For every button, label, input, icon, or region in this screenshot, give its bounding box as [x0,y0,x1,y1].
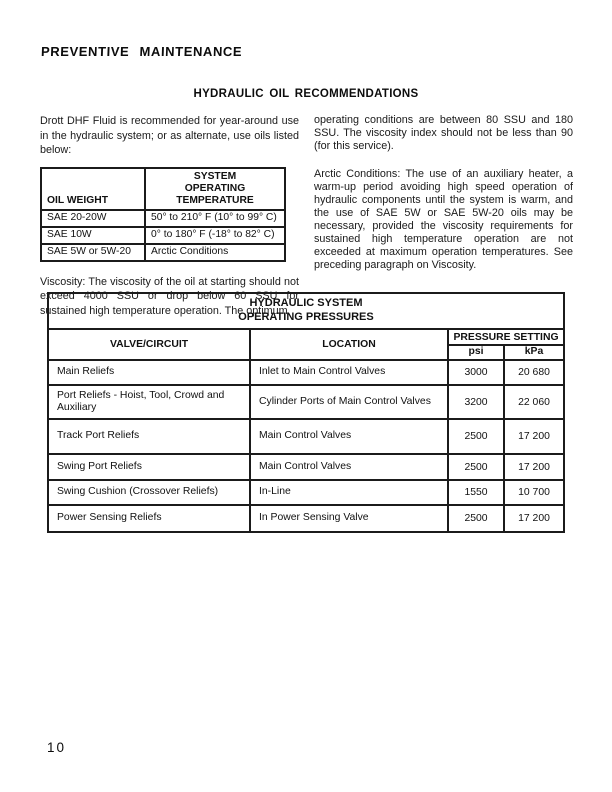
oil-weight-cell: SAE 20-20W [41,210,145,227]
oil-table-header-row [41,168,285,210]
table-row [48,454,564,480]
oil-weight-cell: SAE 5W or 5W-20 [41,244,145,261]
valve-cell: Swing Port Reliefs [48,454,250,480]
paragraph-operating-conditions: operating conditions are between 80 SSU and 180 SSU. The viscosity index should not be less than 90 (for this service). [314,114,573,152]
location-column-header: LOCATION [250,329,448,360]
table-row [41,227,285,244]
paragraph-viscosity: Viscosity: The viscosity of the oil at starting should not exceed 4000 SSU or drop below 60 SSU for sustained high temperature operation. The optimum [40,275,299,317]
psi-cell: 3000 [448,360,504,385]
location-cell: Cylinder Ports of Main Control Valves [250,385,448,419]
location-cell: Inlet to Main Control Valves [250,360,448,385]
psi-cell: 1550 [448,480,504,505]
table-title [48,293,564,329]
table-title-line-2: OPERATING PRESSURES [238,310,374,323]
kpa-cell: 22 060 [504,385,564,419]
kpa-cell: 17 200 [504,505,564,532]
temperature-cell: 0° to 180° F (-18° to 82° C) [145,227,285,244]
table-title-row [48,293,564,329]
temperature-cell: Arctic Conditions [145,244,285,261]
location-cell: Main Control Valves [250,454,448,480]
table-row [41,244,285,261]
kpa-cell: 17 200 [504,454,564,480]
psi-cell: 2500 [448,454,504,480]
operating-temperature-column-header [145,168,285,210]
location-cell: Main Control Valves [250,419,448,454]
valve-cell: Swing Cushion (Crossover Reliefs) [48,480,250,505]
valve-cell: Port Reliefs - Hoist, Tool, Crowd and Auxiliary [48,385,250,419]
hydraulic-operating-pressures-table [47,292,565,533]
kpa-cell: 17 200 [504,419,564,454]
header-line-2: OPERATING TEMPERATURE [176,182,254,206]
right-text-column [314,114,573,272]
table-row [48,385,564,419]
kpa-cell: 20 680 [504,360,564,385]
table-title-line-1: HYDRAULIC SYSTEM [249,297,363,309]
table-row [41,210,285,227]
oil-weight-column-header: OIL WEIGHT [41,168,145,210]
table-header-row [48,329,564,345]
table-row [48,480,564,505]
page-title: HYDRAULIC OIL RECOMMENDATIONS [193,88,419,100]
table-row [48,360,564,385]
table-row [48,419,564,454]
table-row [48,505,564,532]
valve-cell: Main Reliefs [48,360,250,385]
paragraph-drott-fluid: Drott DHF Fluid is recommended for year-around use in the hydraulic system; or as alternate, use oils listed below: [40,115,299,157]
pressure-setting-column-header: PRESSURE SETTING [448,329,564,345]
valve-cell: Track Port Reliefs [48,419,250,454]
location-cell: In-Line [250,480,448,505]
kpa-cell: 10 700 [504,480,564,505]
oil-weight-table [40,167,286,262]
psi-cell: 2500 [448,419,504,454]
location-cell: In Power Sensing Valve [250,505,448,532]
psi-cell: 3200 [448,385,504,419]
section-header: PREVENTIVE MAINTENANCE [40,44,243,59]
left-text-column [40,114,299,319]
paragraph-arctic-conditions: Arctic Conditions: The use of an auxiliary heater, a warm-up period avoiding high speed operation of hydraulic components until the system is warm, and the use of SAE 5W or SAE 5W-20 oils may be necessary, provided the viscosity requirements for sustained high temperature operation are not exceeded at maximum operation temperatures. See preceding paragraph on Viscosity. [314,168,573,271]
psi-column-header: psi [448,345,504,360]
page-number: 10 [47,740,67,755]
header-line-1: SYSTEM [193,170,237,182]
oil-weight-cell: SAE 10W [41,227,145,244]
kpa-column-header: kPa [504,345,564,360]
valve-circuit-column-header: VALVE/CIRCUIT [48,329,250,360]
psi-cell: 2500 [448,505,504,532]
temperature-cell: 50° to 210° F (10° to 99° C) [145,210,285,227]
valve-cell: Power Sensing Reliefs [48,505,250,532]
